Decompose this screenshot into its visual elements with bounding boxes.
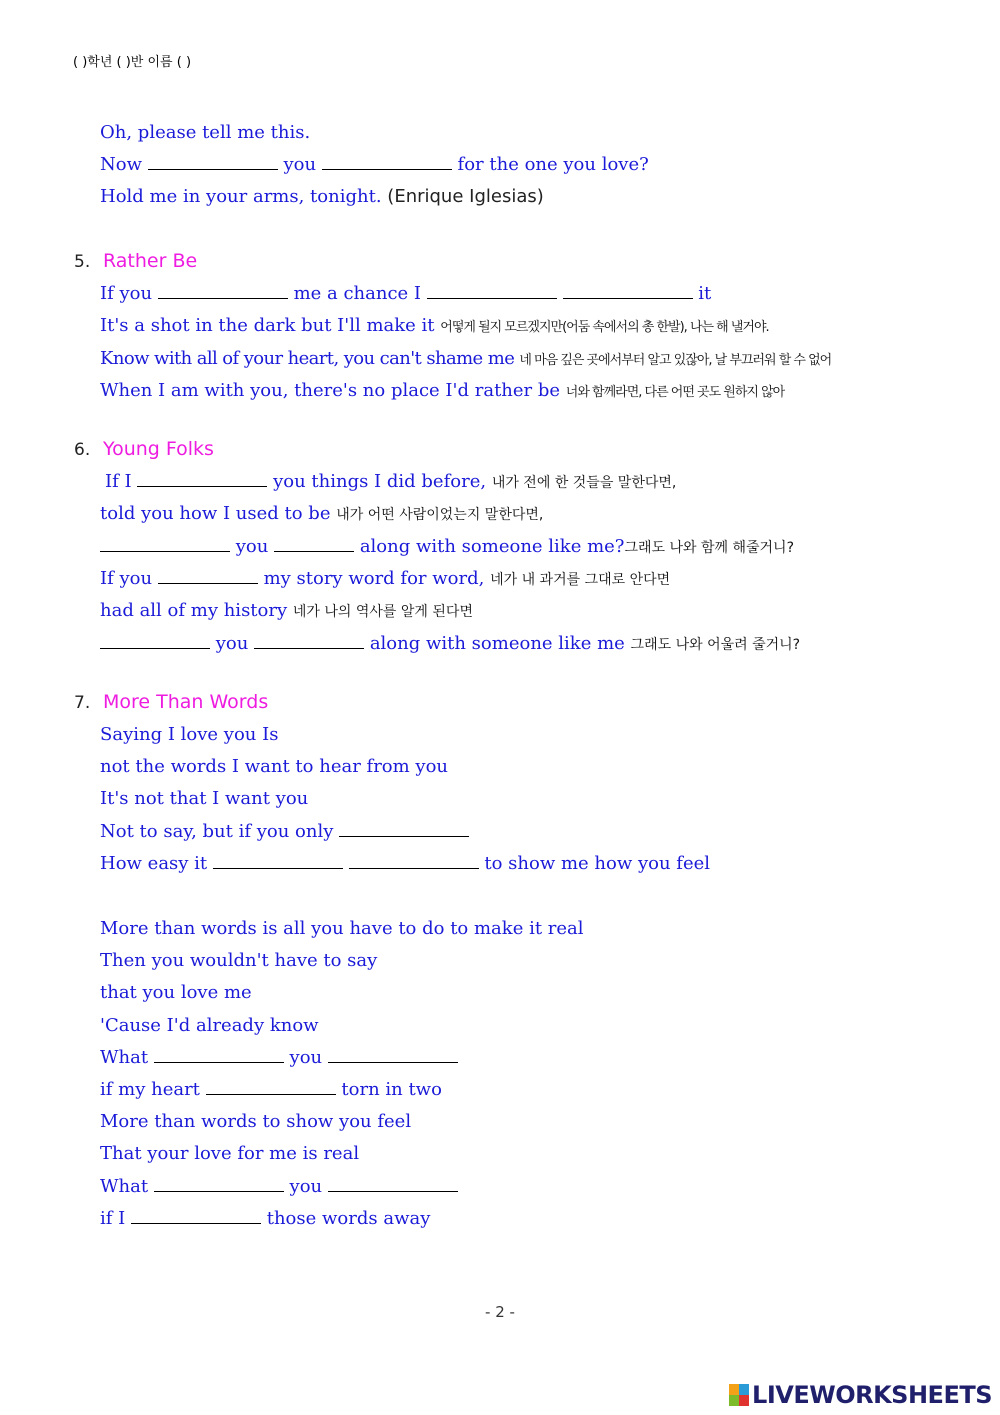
s7-line-11: if my heart torn in two [100,1079,442,1100]
blank-input[interactable] [154,1175,284,1192]
intro-line-1: Oh, please tell me this. [100,122,311,143]
section-number: 7. [74,693,91,713]
blank-input[interactable] [427,282,557,299]
blank-input[interactable] [349,852,479,869]
page-number: - 2 - [485,1303,515,1321]
s7-line-13: That your love for me is real [100,1143,360,1164]
s7-line-3: It's not that I want you [100,788,309,809]
s6-line-1: If I you things I did before, 내가 전에 한 것들을 말한다면, [105,471,677,492]
s5-line-1: If you me a chance I it [100,283,712,304]
blank-input[interactable] [137,470,267,487]
intro-line-3: Hold me in your arms, tonight. (Enrique Iglesias) [100,186,544,207]
blank-input[interactable] [328,1046,458,1063]
s5-line-3: Know with all of your heart, you can't shame me 네 마음 깊은 곳에서부터 알고 있잖아, 날 부끄러워 할 수 없어 [100,348,832,369]
s7-line-10: What you [100,1045,458,1071]
s7-line-6: More than words is all you have to do to make it real [100,918,584,939]
blank-input[interactable] [100,535,230,552]
s7-line-2: not the words I want to hear from you [100,756,449,777]
s5-line-2: It's a shot in the dark but I'll make it 어떻게 될지 모르겠지만(어둠 속에서의 총 한발), 나는 해 낼거야. [100,315,769,336]
blank-input[interactable] [158,567,258,584]
s7-line-7: Then you wouldn't have to say [100,950,378,971]
blank-input[interactable] [339,820,469,837]
section-number: 5. [74,252,91,272]
s6-line-6: you along with someone like me 그래도 나와 어울려 줄거니? [100,631,800,657]
blank-input[interactable] [322,153,452,170]
s6-line-2: told you how I used to be 내가 어떤 사람이었는지 말한다면, [100,503,544,524]
s6-line-3: you along with someone like me?그래도 나와 함께 해줄거니? [100,534,794,560]
blank-input[interactable] [328,1175,458,1192]
blank-input[interactable] [254,632,364,649]
song-title: More Than Words [103,691,269,713]
blank-input[interactable] [206,1078,336,1095]
s7-line-4: Not to say, but if you only [100,819,469,845]
section-number: 6. [74,440,91,460]
intro-line-2: Now you for the one you love? [100,154,649,175]
s7-line-8: that you love me [100,982,252,1003]
blank-input[interactable] [131,1207,261,1224]
blank-input[interactable] [274,535,354,552]
liveworksheets-logo: LIVEWORKSHEETS [729,1380,992,1410]
s7-line-12: More than words to show you feel [100,1111,412,1132]
blank-input[interactable] [213,852,343,869]
s7-line-15: if I those words away [100,1208,431,1229]
blank-input[interactable] [100,632,210,649]
s7-line-5: How easy it to show me how you feel [100,853,711,874]
blank-input[interactable] [158,282,288,299]
s6-line-4: If you my story word for word, 네가 내 과거를 그대로 안다면 [100,568,671,589]
song-title: Young Folks [103,438,214,460]
s7-line-9: 'Cause I'd already know [100,1015,319,1036]
s6-line-5: had all of my history 네가 나의 역사를 알게 된다면 [100,600,473,621]
s7-line-1: Saying I love you Is [100,724,279,745]
s5-line-4: When I am with you, there's no place I'd rather be 너와 함께라면, 다른 어떤 곳도 원하지 않아 [100,380,785,401]
s7-line-14: What you [100,1174,458,1200]
blank-input[interactable] [148,153,278,170]
blank-input[interactable] [563,282,693,299]
song-title: Rather Be [103,250,198,272]
blank-input[interactable] [154,1046,284,1063]
logo-icon [729,1384,749,1406]
student-info-header: ( )학년 ( )반 이름 ( ) [73,55,192,70]
